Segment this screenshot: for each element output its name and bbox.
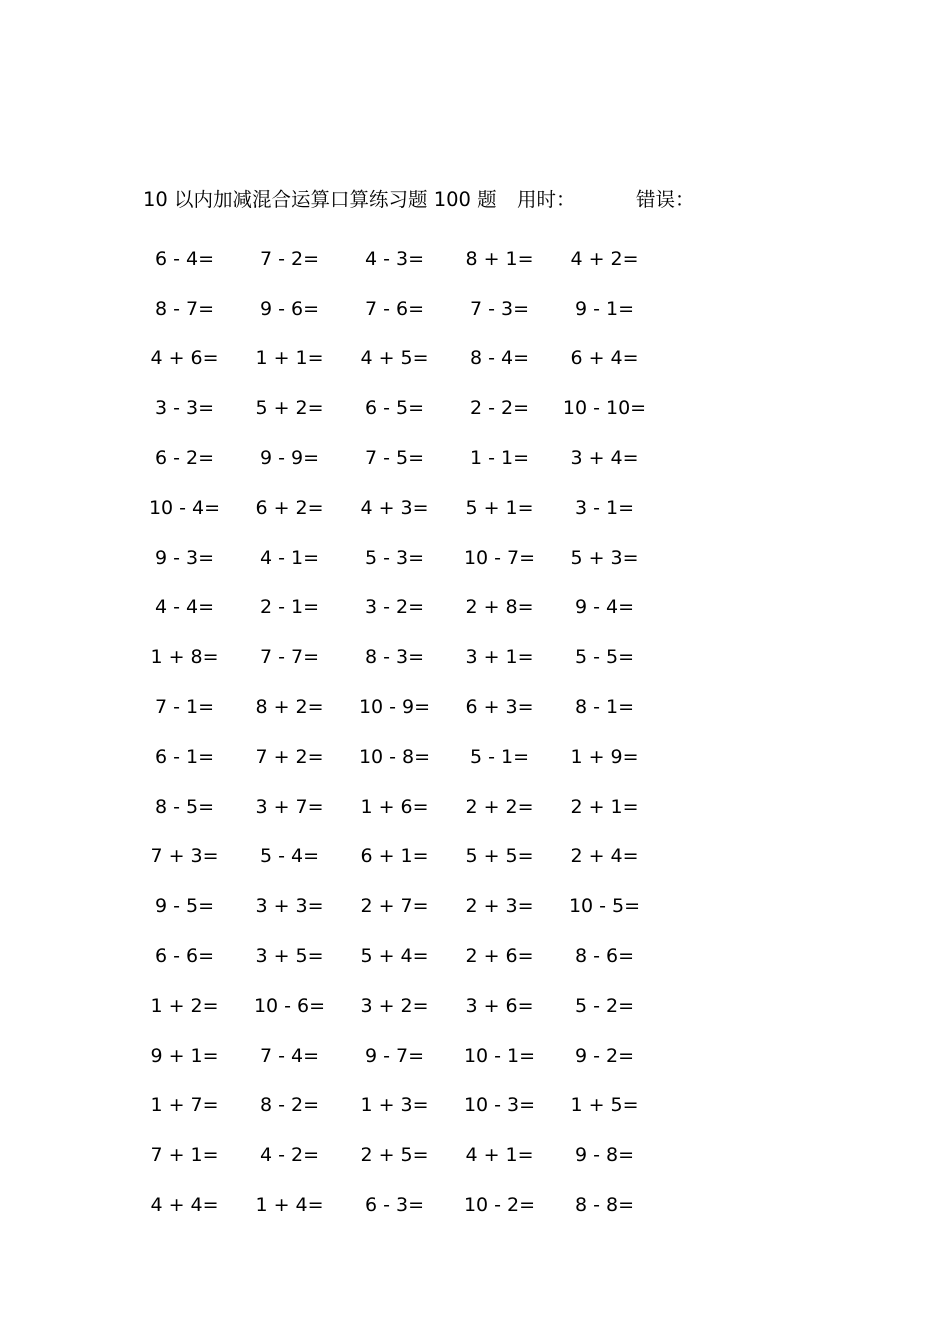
problem-cell: 5 - 3= bbox=[364, 546, 425, 569]
problem-cell: 4 - 4= bbox=[154, 596, 215, 619]
problem-cell: 8 - 7= bbox=[154, 297, 215, 320]
problem-cell: 8 - 6= bbox=[574, 945, 635, 968]
problem-cell: 4 + 4= bbox=[150, 1194, 219, 1217]
problem-cell: 8 - 3= bbox=[364, 646, 425, 669]
problem-cell: 9 - 5= bbox=[154, 895, 215, 918]
problem-cell: 7 + 2= bbox=[255, 745, 324, 768]
problem-cell: 2 + 4= bbox=[570, 845, 639, 868]
problem-cell: 2 + 8= bbox=[465, 596, 534, 619]
problem-cell: 3 - 2= bbox=[364, 596, 425, 619]
problem-cell: 2 + 2= bbox=[465, 795, 534, 818]
problem-cell: 5 + 1= bbox=[465, 496, 534, 519]
problem-cell: 1 + 7= bbox=[150, 1094, 219, 1117]
problem-cell: 10 - 3= bbox=[463, 1094, 536, 1117]
problem-cell: 5 + 5= bbox=[465, 845, 534, 868]
problem-cell: 5 - 4= bbox=[259, 845, 320, 868]
problem-cell: 9 - 6= bbox=[259, 297, 320, 320]
problem-cell: 3 + 5= bbox=[255, 945, 324, 968]
problem-cell: 1 - 1= bbox=[469, 447, 530, 470]
problem-cell: 10 - 1= bbox=[463, 1044, 536, 1067]
problem-cell: 8 - 4= bbox=[469, 347, 530, 370]
problem-cell: 6 - 3= bbox=[364, 1194, 425, 1217]
problem-cell: 3 + 3= bbox=[255, 895, 324, 918]
problem-cell: 6 + 3= bbox=[465, 696, 534, 719]
problem-cell: 4 + 2= bbox=[570, 247, 639, 270]
problem-cell: 1 + 8= bbox=[150, 646, 219, 669]
problem-cell: 7 + 3= bbox=[150, 845, 219, 868]
problem-cell: 5 - 2= bbox=[574, 994, 635, 1017]
problem-grid bbox=[132, 234, 692, 1230]
problem-cell: 6 + 1= bbox=[360, 845, 429, 868]
problem-cell: 2 + 5= bbox=[360, 1144, 429, 1167]
problem-cell: 5 + 4= bbox=[360, 945, 429, 968]
problem-cell: 8 - 8= bbox=[574, 1194, 635, 1217]
problem-cell: 9 - 2= bbox=[574, 1044, 635, 1067]
problem-cell: 1 + 6= bbox=[360, 795, 429, 818]
problem-cell: 4 + 5= bbox=[360, 347, 429, 370]
problem-cell: 7 - 7= bbox=[259, 646, 320, 669]
problem-cell: 6 - 5= bbox=[364, 397, 425, 420]
problem-cell: 2 + 7= bbox=[360, 895, 429, 918]
problem-cell: 5 - 5= bbox=[574, 646, 635, 669]
problem-cell: 7 - 4= bbox=[259, 1044, 320, 1067]
problem-cell: 9 - 9= bbox=[259, 447, 320, 470]
problem-cell: 8 + 2= bbox=[255, 696, 324, 719]
problem-cell: 9 - 7= bbox=[364, 1044, 425, 1067]
problem-cell: 4 + 6= bbox=[150, 347, 219, 370]
problem-cell: 10 - 10= bbox=[562, 397, 647, 420]
problem-cell: 1 + 9= bbox=[570, 745, 639, 768]
problem-cell: 4 + 3= bbox=[360, 496, 429, 519]
problem-cell: 3 + 2= bbox=[360, 994, 429, 1017]
problem-cell: 8 - 5= bbox=[154, 795, 215, 818]
problem-cell: 4 - 2= bbox=[259, 1144, 320, 1167]
time-used-label: 用时： bbox=[517, 188, 576, 211]
problem-cell: 7 - 1= bbox=[154, 696, 215, 719]
problem-cell: 10 - 7= bbox=[463, 546, 536, 569]
problem-cell: 7 - 6= bbox=[364, 297, 425, 320]
problem-cell: 1 + 2= bbox=[150, 994, 219, 1017]
problem-cell: 8 - 2= bbox=[259, 1094, 320, 1117]
problem-cell: 2 + 1= bbox=[570, 795, 639, 818]
problem-cell: 7 + 1= bbox=[150, 1144, 219, 1167]
problem-cell: 8 - 1= bbox=[574, 696, 635, 719]
problem-cell: 7 - 3= bbox=[469, 297, 530, 320]
problem-cell: 9 - 8= bbox=[574, 1144, 635, 1167]
problem-cell: 3 - 3= bbox=[154, 397, 215, 420]
problem-cell: 4 + 1= bbox=[465, 1144, 534, 1167]
problem-cell: 9 - 1= bbox=[574, 297, 635, 320]
problem-cell: 9 - 4= bbox=[574, 596, 635, 619]
problem-cell: 7 - 2= bbox=[259, 247, 320, 270]
problem-cell: 1 + 5= bbox=[570, 1094, 639, 1117]
problem-cell: 5 - 1= bbox=[469, 745, 530, 768]
problem-cell: 9 - 3= bbox=[154, 546, 215, 569]
problem-cell: 5 + 2= bbox=[255, 397, 324, 420]
problem-cell: 6 + 4= bbox=[570, 347, 639, 370]
worksheet-title: 10 以内加减混合运算口算练习题 100 题 bbox=[143, 188, 497, 211]
problem-cell: 9 + 1= bbox=[150, 1044, 219, 1067]
problem-cell: 10 - 8= bbox=[358, 745, 431, 768]
problem-cell: 1 + 4= bbox=[255, 1194, 324, 1217]
problem-cell: 10 - 4= bbox=[148, 496, 221, 519]
problem-cell: 6 - 4= bbox=[154, 247, 215, 270]
problem-cell: 10 - 6= bbox=[253, 994, 326, 1017]
problem-cell: 10 - 2= bbox=[463, 1194, 536, 1217]
problem-cell: 2 - 2= bbox=[469, 397, 530, 420]
problem-cell: 1 + 3= bbox=[360, 1094, 429, 1117]
problem-cell: 5 + 3= bbox=[570, 546, 639, 569]
problem-cell: 10 - 5= bbox=[568, 895, 641, 918]
problem-cell: 4 - 3= bbox=[364, 247, 425, 270]
problem-cell: 4 - 1= bbox=[259, 546, 320, 569]
problem-cell: 3 + 4= bbox=[570, 447, 639, 470]
problem-cell: 8 + 1= bbox=[465, 247, 534, 270]
problem-cell: 10 - 9= bbox=[358, 696, 431, 719]
problem-cell: 3 - 1= bbox=[574, 496, 635, 519]
problem-cell: 1 + 1= bbox=[255, 347, 324, 370]
error-count-label: 错误： bbox=[636, 188, 695, 211]
problem-cell: 6 - 6= bbox=[154, 945, 215, 968]
problem-cell: 7 - 5= bbox=[364, 447, 425, 470]
problem-cell: 2 + 6= bbox=[465, 945, 534, 968]
problem-cell: 2 - 1= bbox=[259, 596, 320, 619]
problem-cell: 6 + 2= bbox=[255, 496, 324, 519]
problem-cell: 6 - 2= bbox=[154, 447, 215, 470]
problem-cell: 3 + 6= bbox=[465, 994, 534, 1017]
problem-cell: 3 + 7= bbox=[255, 795, 324, 818]
problem-cell: 6 - 1= bbox=[154, 745, 215, 768]
problem-cell: 2 + 3= bbox=[465, 895, 534, 918]
problem-cell: 3 + 1= bbox=[465, 646, 534, 669]
